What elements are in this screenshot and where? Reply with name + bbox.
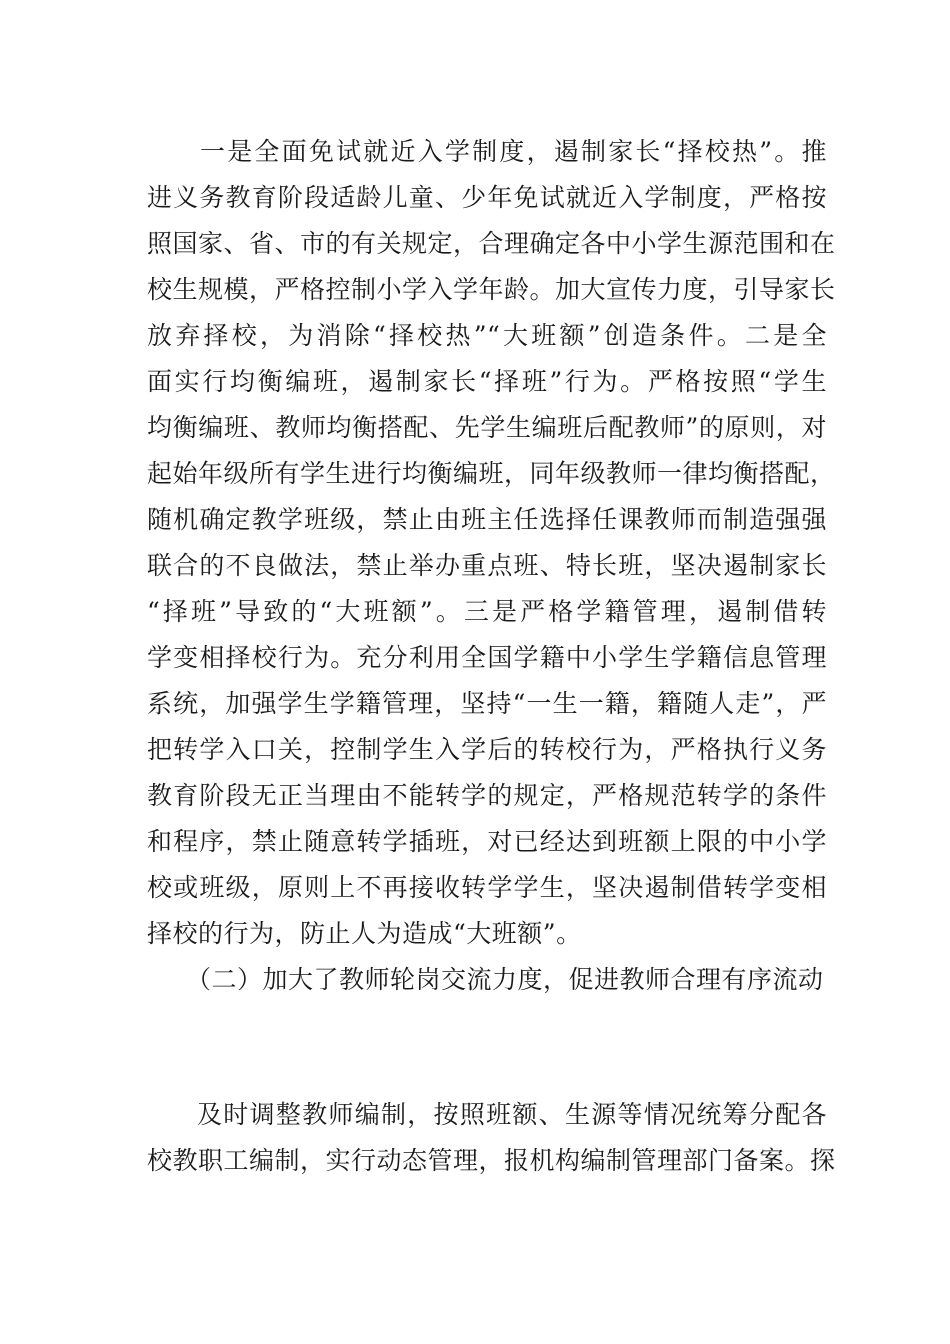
paragraph-1-line: 校生规模，严格控制小学入学年龄。加大宣传力度，引导家长 xyxy=(147,275,836,304)
paragraph-1-line: 择校的行为，防止人为造成“大班额”。 xyxy=(147,919,582,948)
paragraph-1-line: 系统，加强学生学籍管理，坚持“一生一籍，籍随人走”，严 xyxy=(147,689,827,718)
paragraph-1-line: 教育阶段无正当理由不能转学的规定，严格规范转学的条件 xyxy=(147,781,827,810)
paragraph-1-line: 联合的不良做法，禁止举办重点班、特长班，坚决遏制家长 xyxy=(147,551,827,580)
paragraph-2-line: 及时调整教师编制，按照班额、生源等情况统筹分配各 xyxy=(197,1100,827,1129)
paragraph-2-line: 校教职工编制，实行动态管理，报机构编制管理部门备案。探 xyxy=(147,1146,836,1175)
paragraph-1-line: 一是全面免试就近入学制度，遏制家长“择校热”。推 xyxy=(200,137,827,166)
paragraph-1-line: 照国家、省、市的有关规定，合理确定各中小学生源范围和在 xyxy=(147,229,836,258)
paragraph-1-line: 随机确定教学班级，禁止由班主任选择任课教师而制造强强 xyxy=(147,505,827,534)
paragraph-1-line: 学变相择校行为。充分利用全国学籍中小学生学籍信息管理 xyxy=(147,643,827,672)
paragraph-1-line: 把转学入口关，控制学生入学后的转校行为，严格执行义务 xyxy=(147,735,827,764)
paragraph-1-line: 起始年级所有学生进行均衡编班，同年级教师一律均衡搭配， xyxy=(147,459,836,488)
paragraph-1-line: 面实行均衡编班，遏制家长“择班”行为。严格按照“学生 xyxy=(147,367,827,396)
section-heading: （二）加大了教师轮岗交流力度，促进教师合理有序流动 xyxy=(186,965,824,994)
paragraph-1-line: 校或班级，原则上不再接收转学学生，坚决遏制借转学变相 xyxy=(147,873,827,902)
paragraph-1-line: 放弃择校，为消除“择校热”“大班额”创造条件。二是全 xyxy=(147,321,827,350)
paragraph-1-line: 均衡编班、教师均衡搭配、先学生编班后配教师”的原则，对 xyxy=(147,413,827,442)
paragraph-1-line: 进义务教育阶段适龄儿童、少年免试就近入学制度，严格按 xyxy=(147,183,827,212)
paragraph-1-line: 和程序，禁止随意转学插班，对已经达到班额上限的中小学 xyxy=(147,827,827,856)
paragraph-1-line: “择班”导致的“大班额”。三是严格学籍管理，遏制借转 xyxy=(147,597,827,626)
